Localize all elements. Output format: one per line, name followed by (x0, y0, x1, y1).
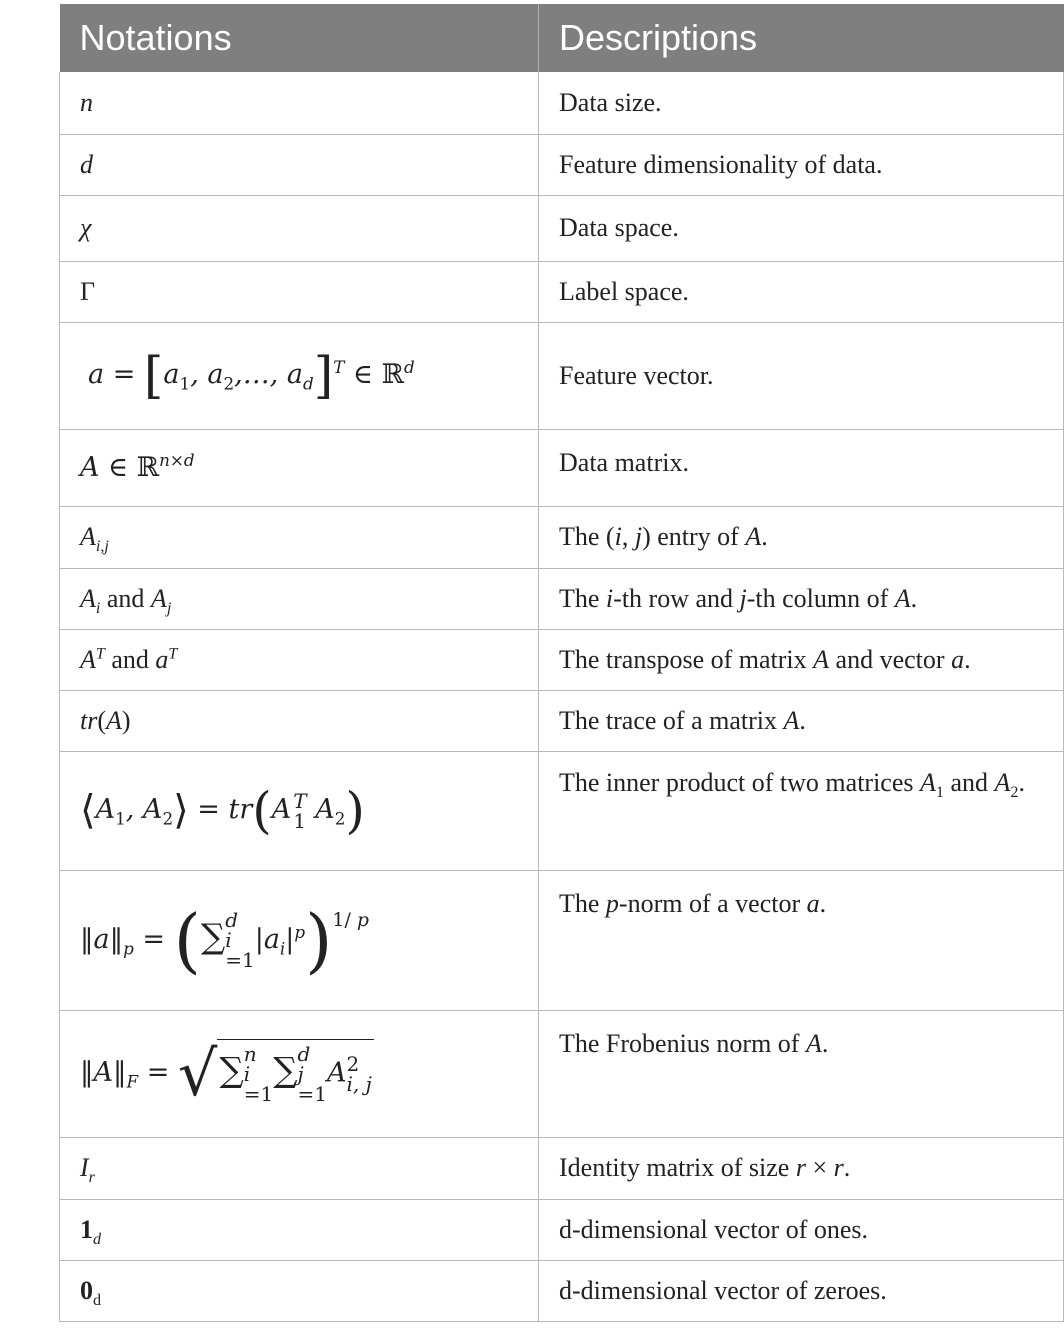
notation-cell (60, 195, 539, 261)
notation-cell (60, 1137, 539, 1199)
description: Label space. (559, 276, 689, 306)
description-cell (539, 72, 1064, 134)
notation-cell (60, 134, 539, 195)
description-formula: The Frobenius norm of A. (559, 1028, 829, 1058)
notation: d (80, 149, 93, 179)
table-row (60, 690, 1064, 751)
table-row (60, 195, 1064, 261)
description-cell (539, 1137, 1064, 1199)
description: d-dimensional vector of ones. (559, 1214, 869, 1244)
notation: n (80, 87, 93, 117)
table-row (60, 1260, 1064, 1321)
notation-formula: $A_i$ and $A_j$ (80, 583, 172, 617)
description-cell (539, 568, 1064, 629)
notation-formula: $1_d$ (80, 1214, 102, 1248)
header-notations: Notations (60, 4, 539, 72)
notation-cell (60, 870, 539, 1010)
description-cell (539, 690, 1064, 751)
description-formula: Identity matrix of size r × r. (559, 1153, 851, 1182)
notation-formula: $0_d$ (80, 1275, 102, 1309)
description-cell (539, 195, 1064, 261)
description-formula: The trace of a matrix A. (559, 705, 806, 735)
description-cell (539, 261, 1064, 322)
description-formula: The p-norm of a vector a. (559, 888, 827, 918)
notation-formula: $I_r$ (80, 1153, 95, 1187)
notation-cell (60, 751, 539, 870)
notation-cell (60, 72, 539, 134)
description-cell (539, 629, 1064, 690)
description: Feature dimensionality of data. (559, 149, 883, 179)
table-row (60, 870, 1064, 1010)
notation: χ (80, 213, 92, 242)
table-row (60, 322, 1064, 429)
notation-formula: $A_{i,j}$ (80, 522, 109, 556)
description: Data size. (559, 87, 662, 117)
table-row (60, 1137, 1064, 1199)
description-cell (539, 1010, 1064, 1137)
notation-table (59, 4, 1064, 1322)
description: d-dimensional vector of zeroes. (559, 1275, 887, 1305)
notation-cell (60, 629, 539, 690)
notation-cell (60, 690, 539, 751)
description-cell (539, 751, 1064, 870)
notation-cell (60, 568, 539, 629)
description: Feature vector. (559, 360, 714, 390)
notation-cell (60, 261, 539, 322)
description-cell (539, 506, 1064, 568)
notation-cell (60, 506, 539, 568)
description-cell (539, 870, 1064, 1010)
notation-cell (60, 1260, 539, 1321)
table-row (60, 629, 1064, 690)
description-cell (539, 322, 1064, 429)
table-row (60, 568, 1064, 629)
description: Data matrix. (559, 447, 689, 477)
table-row (60, 1010, 1064, 1137)
table-row (60, 751, 1064, 870)
table-row (60, 429, 1064, 506)
description-cell (539, 429, 1064, 506)
notation: Γ (80, 276, 96, 306)
description: Data space. (559, 213, 679, 242)
notation-formula: $A^T$ and $a^T$ (80, 644, 178, 674)
notation-cell (60, 429, 539, 506)
notation-formula: A ∈ ℝ$^{n\times d}$ (80, 450, 195, 483)
notation-formula: $⟨A_1$, $A_2⟩ = tr(A$ T 1 $A_2$) (80, 781, 365, 840)
header-descriptions: Descriptions (539, 4, 1064, 72)
description-formula: The (i, j) entry of A. (559, 522, 768, 551)
header-row (60, 4, 1064, 72)
table-row (60, 72, 1064, 134)
description-formula: The i-th row and j-th column of A. (559, 583, 918, 613)
description-formula: The transpose of matrix A and vector a. (559, 644, 971, 674)
table-row (60, 134, 1064, 195)
description-cell (539, 134, 1064, 195)
table-row (60, 261, 1064, 322)
description-cell (539, 1260, 1064, 1321)
notation-formula: $‖a‖_p$ = (∑ d i =1 $|a_i|^p)^{1/ p}$ (80, 899, 369, 981)
notation-cell (60, 1199, 539, 1260)
notation-formula: $a = [a_1$, $a_2,\dots$, $a_d]^T$ ∈ ℝ$^d$ (88, 346, 415, 405)
notation-cell (60, 322, 539, 429)
table-row (60, 506, 1064, 568)
notation-formula: tr(A) (80, 705, 131, 735)
notation-cell (60, 1010, 539, 1137)
notation-formula: $‖A‖_F$ = √∑ n i =1 ∑ d j =1 A 2 i, j (80, 1037, 372, 1110)
table-row (60, 1199, 1064, 1260)
description-cell (539, 1199, 1064, 1260)
description-formula: The inner product of two matrices $A_1$ and $A_2$. (559, 767, 1025, 801)
